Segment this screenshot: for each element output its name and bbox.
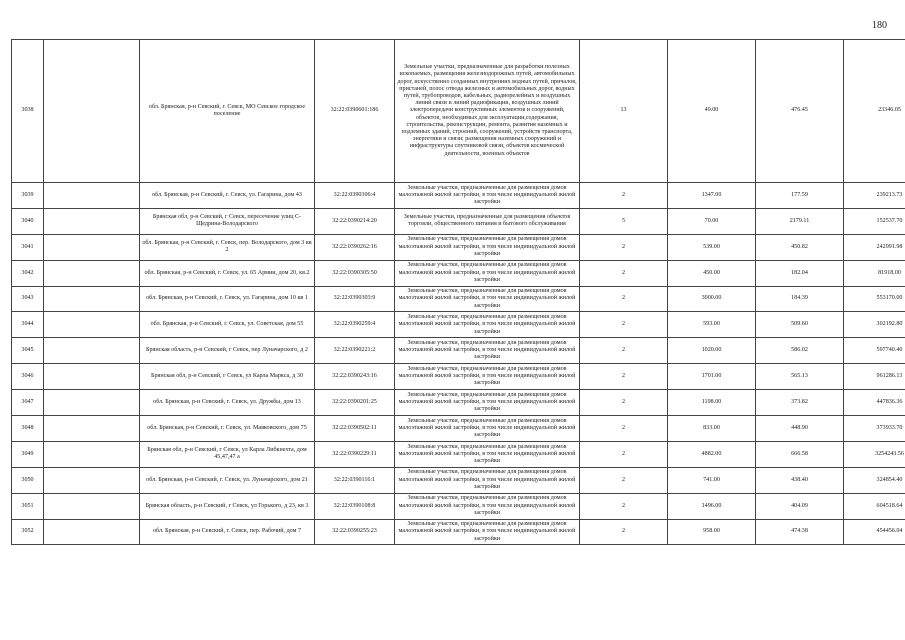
area-cell: 49.00 bbox=[668, 40, 756, 183]
empty-cell bbox=[44, 40, 140, 183]
row-number-cell: 3040 bbox=[12, 208, 44, 234]
table-row bbox=[12, 338, 905, 364]
cadastral-number-cell: 32:22:0390305:50 bbox=[315, 260, 395, 286]
group-code-cell: 2 bbox=[580, 234, 668, 260]
table-row bbox=[12, 234, 905, 260]
row-number-cell: 3044 bbox=[12, 312, 44, 338]
table-row bbox=[12, 364, 905, 390]
row-number-cell: 3038 bbox=[12, 40, 44, 183]
table-row bbox=[12, 183, 905, 209]
permitted-use-cell: Земельные участки, предназначенные для размещения домов малоэтажной жилой застройки, в том числе индивидуальной жилой застройки bbox=[395, 234, 580, 260]
group-code-cell: 2 bbox=[580, 286, 668, 312]
address-cell: обл. Брянская, р-н Севский, г. Севск, ул. Луначарского, дом 21 bbox=[140, 467, 315, 493]
row-number-cell: 3042 bbox=[12, 260, 44, 286]
cadastral-value-cell: 239213.73 bbox=[844, 183, 905, 209]
row-number-cell: 3041 bbox=[12, 234, 44, 260]
group-code-cell: 2 bbox=[580, 183, 668, 209]
cadastral-number-cell: 32:22:0390259:4 bbox=[315, 312, 395, 338]
specific-value-cell: 586.02 bbox=[756, 338, 844, 364]
empty-cell bbox=[44, 234, 140, 260]
specific-value-cell: 474.38 bbox=[756, 519, 844, 545]
permitted-use-cell: Земельные участки, предназначенные для размещения домов малоэтажной жилой застройки, в том числе индивидуальной жилой застройки bbox=[395, 441, 580, 467]
area-cell: 741.00 bbox=[668, 467, 756, 493]
area-cell: 1701.00 bbox=[668, 364, 756, 390]
permitted-use-cell: Земельные участки, предназначенные для размещения домов малоэтажной жилой застройки, в том числе индивидуальной жилой застройки bbox=[395, 467, 580, 493]
table-row bbox=[12, 312, 905, 338]
empty-cell bbox=[44, 467, 140, 493]
address-cell: обл. Брянская, р-н Севский, г. Севск, ул. Советская, дом 55 bbox=[140, 312, 315, 338]
table-row bbox=[12, 416, 905, 442]
specific-value-cell: 565.13 bbox=[756, 364, 844, 390]
cadastral-number-cell: 32:22:0390255:23 bbox=[315, 519, 395, 545]
group-code-cell: 2 bbox=[580, 467, 668, 493]
address-cell: Брянская обл, р-н Севский, г Севск, ул Карла Либкнехта, дом 45,47,47 а bbox=[140, 441, 315, 467]
group-code-cell: 2 bbox=[580, 493, 668, 519]
table-row bbox=[12, 467, 905, 493]
land-registry-table bbox=[11, 39, 905, 545]
specific-value-cell: 509.60 bbox=[756, 312, 844, 338]
address-cell: Брянская обл, р-н Севский, г Севск, пересечение улиц С-Щедрина-Володарского bbox=[140, 208, 315, 234]
empty-cell bbox=[44, 493, 140, 519]
table-row bbox=[12, 493, 905, 519]
empty-cell bbox=[44, 183, 140, 209]
area-cell: 70.00 bbox=[668, 208, 756, 234]
cadastral-value-cell: 324854.40 bbox=[844, 467, 905, 493]
cadastral-number-cell: 32:22:0390229:11 bbox=[315, 441, 395, 467]
cadastral-value-cell: 604518.64 bbox=[844, 493, 905, 519]
permitted-use-cell: Земельные участки, предназначенные для размещения домов малоэтажной жилой застройки, в том числе индивидуальной жилой застройки bbox=[395, 416, 580, 442]
specific-value-cell: 184.39 bbox=[756, 286, 844, 312]
group-code-cell: 2 bbox=[580, 312, 668, 338]
cadastral-number-cell: 32:22:0390201:25 bbox=[315, 390, 395, 416]
address-cell: обл. Брянская, р-н Севский, г. Севск, ул. Гагарина, дом 43 bbox=[140, 183, 315, 209]
empty-cell bbox=[44, 441, 140, 467]
group-code-cell: 2 bbox=[580, 338, 668, 364]
area-cell: 539.00 bbox=[668, 234, 756, 260]
cadastral-number-cell: 32:22:0390214:20 bbox=[315, 208, 395, 234]
empty-cell bbox=[44, 364, 140, 390]
empty-cell bbox=[44, 260, 140, 286]
table-row bbox=[12, 208, 905, 234]
table-row bbox=[12, 519, 905, 545]
cadastral-number-cell: 32:22:0390303:9 bbox=[315, 286, 395, 312]
address-cell: Брянская область, р-н Севский, г Севск, ул Горького, д 23, кв 3 bbox=[140, 493, 315, 519]
permitted-use-cell: Земельные участки, предназначенные для размещения домов малоэтажной жилой застройки, в том числе индивидуальной жилой застройки bbox=[395, 286, 580, 312]
cadastral-value-cell: 23346.05 bbox=[844, 40, 905, 183]
row-number-cell: 3048 bbox=[12, 416, 44, 442]
specific-value-cell: 182.04 bbox=[756, 260, 844, 286]
cadastral-number-cell: 32:22:0390601:186 bbox=[315, 40, 395, 183]
cadastral-value-cell: 454456.04 bbox=[844, 519, 905, 545]
address-cell: обл. Брянская, р-н Севский, г. Севск, ул. 65 Армии, дом 20, кв.2 bbox=[140, 260, 315, 286]
cadastral-value-cell: 81918.00 bbox=[844, 260, 905, 286]
table-row bbox=[12, 441, 905, 467]
empty-cell bbox=[44, 312, 140, 338]
permitted-use-cell: Земельные участки, предназначенные для размещения домов малоэтажной жилой застройки, в том числе индивидуальной жилой застройки bbox=[395, 364, 580, 390]
permitted-use-cell: Земельные участки, предназначенные для размещения домов малоэтажной жилой застройки, в том числе индивидуальной жилой застройки bbox=[395, 519, 580, 545]
permitted-use-cell: Земельные участки, предназначенные для размещения домов малоэтажной жилой застройки, в том числе индивидуальной жилой застройки bbox=[395, 183, 580, 209]
row-number-cell: 3050 bbox=[12, 467, 44, 493]
row-number-cell: 3049 bbox=[12, 441, 44, 467]
specific-value-cell: 448.90 bbox=[756, 416, 844, 442]
area-cell: 450.00 bbox=[668, 260, 756, 286]
table-row bbox=[12, 260, 905, 286]
permitted-use-cell: Земельные участки, предназначенные для размещения домов малоэтажной жилой застройки, в том числе индивидуальной жилой застройки bbox=[395, 312, 580, 338]
permitted-use-cell: Земельные участки, предназначенные для размещения домов малоэтажной жилой застройки, в том числе индивидуальной жилой застройки bbox=[395, 338, 580, 364]
cadastral-number-cell: 32:22:0390502:11 bbox=[315, 416, 395, 442]
table-row bbox=[12, 286, 905, 312]
area-cell: 833.00 bbox=[668, 416, 756, 442]
address-cell: обл. Брянская, р-н Севский, г. Севск, пер. Володарского, дом 3 кв 2 bbox=[140, 234, 315, 260]
cadastral-value-cell: 597740.40 bbox=[844, 338, 905, 364]
cadastral-number-cell: 32:22:0390243:16 bbox=[315, 364, 395, 390]
area-cell: 1020.00 bbox=[668, 338, 756, 364]
cadastral-number-cell: 32:22:0390262:16 bbox=[315, 234, 395, 260]
row-number-cell: 3046 bbox=[12, 364, 44, 390]
empty-cell bbox=[44, 208, 140, 234]
address-cell: обл. Брянская, р-н Севский, г. Севск, ул. Маяковского, дом 75 bbox=[140, 416, 315, 442]
page-number: 180 bbox=[872, 20, 887, 31]
permitted-use-cell: Земельные участки, предназначенные для размещения домов малоэтажной жилой застройки, в том числе индивидуальной жилой застройки bbox=[395, 260, 580, 286]
group-code-cell: 2 bbox=[580, 364, 668, 390]
cadastral-value-cell: 152537.70 bbox=[844, 208, 905, 234]
empty-cell bbox=[44, 519, 140, 545]
cadastral-value-cell: 242991.98 bbox=[844, 234, 905, 260]
permitted-use-cell: Земельные участки, предназначенные для разработки полезных ископаемых, размещения железнодорожных путей, автомобильных дорог, искусственно созданных внутренних водных путей, причалов, пристаней, полос отвода железных и автомобильных дорог, водных путей, трубопроводов, кабельных, радиорелейных и воздушных линий связи и линий радиофикации, воздушных линий электропередачи конструктивных элементов и сооружений, объектов, необходимых для эксплуатации,содержания, строительства, реконструкции, ремонта, развития наземных и подземных зданий, строений, сооружений, устройств транспорта, энергетики и связи; размещения наземных сооружений и инфраструктуры спутниковой связи, объектов космической деятельности, военных объектов bbox=[395, 40, 580, 183]
group-code-cell: 2 bbox=[580, 441, 668, 467]
area-cell: 4882.00 bbox=[668, 441, 756, 467]
row-number-cell: 3052 bbox=[12, 519, 44, 545]
empty-cell bbox=[44, 338, 140, 364]
group-code-cell: 5 bbox=[580, 208, 668, 234]
cadastral-number-cell: 32:22:0390108:8 bbox=[315, 493, 395, 519]
row-number-cell: 3039 bbox=[12, 183, 44, 209]
row-number-cell: 3043 bbox=[12, 286, 44, 312]
table-row bbox=[12, 40, 905, 183]
area-cell: 1496.00 bbox=[668, 493, 756, 519]
specific-value-cell: 404.09 bbox=[756, 493, 844, 519]
specific-value-cell: 666.58 bbox=[756, 441, 844, 467]
table-row bbox=[12, 390, 905, 416]
cadastral-value-cell: 447836.36 bbox=[844, 390, 905, 416]
row-number-cell: 3051 bbox=[12, 493, 44, 519]
cadastral-value-cell: 302192.80 bbox=[844, 312, 905, 338]
row-number-cell: 3045 bbox=[12, 338, 44, 364]
cadastral-value-cell: 961286.13 bbox=[844, 364, 905, 390]
cadastral-value-cell: 3254243.56 bbox=[844, 441, 905, 467]
area-cell: 1198.00 bbox=[668, 390, 756, 416]
permitted-use-cell: Земельные участки, предназначенные для размещения домов малоэтажной жилой застройки, в том числе индивидуальной жилой застройки bbox=[395, 390, 580, 416]
specific-value-cell: 438.40 bbox=[756, 467, 844, 493]
cadastral-number-cell: 32:22:0390221:2 bbox=[315, 338, 395, 364]
empty-cell bbox=[44, 416, 140, 442]
registry-table-body bbox=[12, 40, 905, 545]
area-cell: 3000.00 bbox=[668, 286, 756, 312]
permitted-use-cell: Земельные участки, предназначенные для размещения домов малоэтажной жилой застройки, в том числе индивидуальной жилой застройки bbox=[395, 493, 580, 519]
specific-value-cell: 177.59 bbox=[756, 183, 844, 209]
address-cell: обл. Брянская, р-н Севский, г. Севск, МО Севское городское поселение bbox=[140, 40, 315, 183]
address-cell: обл. Брянская, р-н Севский, г. Севск, ул. Дружбы, дом 13 bbox=[140, 390, 315, 416]
group-code-cell: 2 bbox=[580, 519, 668, 545]
cadastral-number-cell: 32:22:0390306:4 bbox=[315, 183, 395, 209]
cadastral-value-cell: 373933.70 bbox=[844, 416, 905, 442]
row-number-cell: 3047 bbox=[12, 390, 44, 416]
specific-value-cell: 2179.11 bbox=[756, 208, 844, 234]
empty-cell bbox=[44, 286, 140, 312]
permitted-use-cell: Земельные участки, предназначенные для размещения объектов торговли, общественного питания и бытового обслуживания bbox=[395, 208, 580, 234]
address-cell: обл. Брянская, р-н Севский, г. Севск, пер. Рабочий, дом 7 bbox=[140, 519, 315, 545]
area-cell: 593.00 bbox=[668, 312, 756, 338]
cadastral-value-cell: 553170.00 bbox=[844, 286, 905, 312]
area-cell: 958.00 bbox=[668, 519, 756, 545]
address-cell: обл. Брянская, р-н Севский, г. Севск, ул. Гагарина, дом 10 кв 1 bbox=[140, 286, 315, 312]
specific-value-cell: 373.82 bbox=[756, 390, 844, 416]
address-cell: Брянская обл, р-н Севский, г Севск, ул Карла Маркса, д 30 bbox=[140, 364, 315, 390]
empty-cell bbox=[44, 390, 140, 416]
specific-value-cell: 476.45 bbox=[756, 40, 844, 183]
group-code-cell: 2 bbox=[580, 260, 668, 286]
group-code-cell: 13 bbox=[580, 40, 668, 183]
specific-value-cell: 450.82 bbox=[756, 234, 844, 260]
group-code-cell: 2 bbox=[580, 416, 668, 442]
group-code-cell: 2 bbox=[580, 390, 668, 416]
area-cell: 1347.00 bbox=[668, 183, 756, 209]
cadastral-number-cell: 32:22:0390116:1 bbox=[315, 467, 395, 493]
address-cell: Брянская область, р-н Севский, г Севск, пер Луначарского, д 2 bbox=[140, 338, 315, 364]
